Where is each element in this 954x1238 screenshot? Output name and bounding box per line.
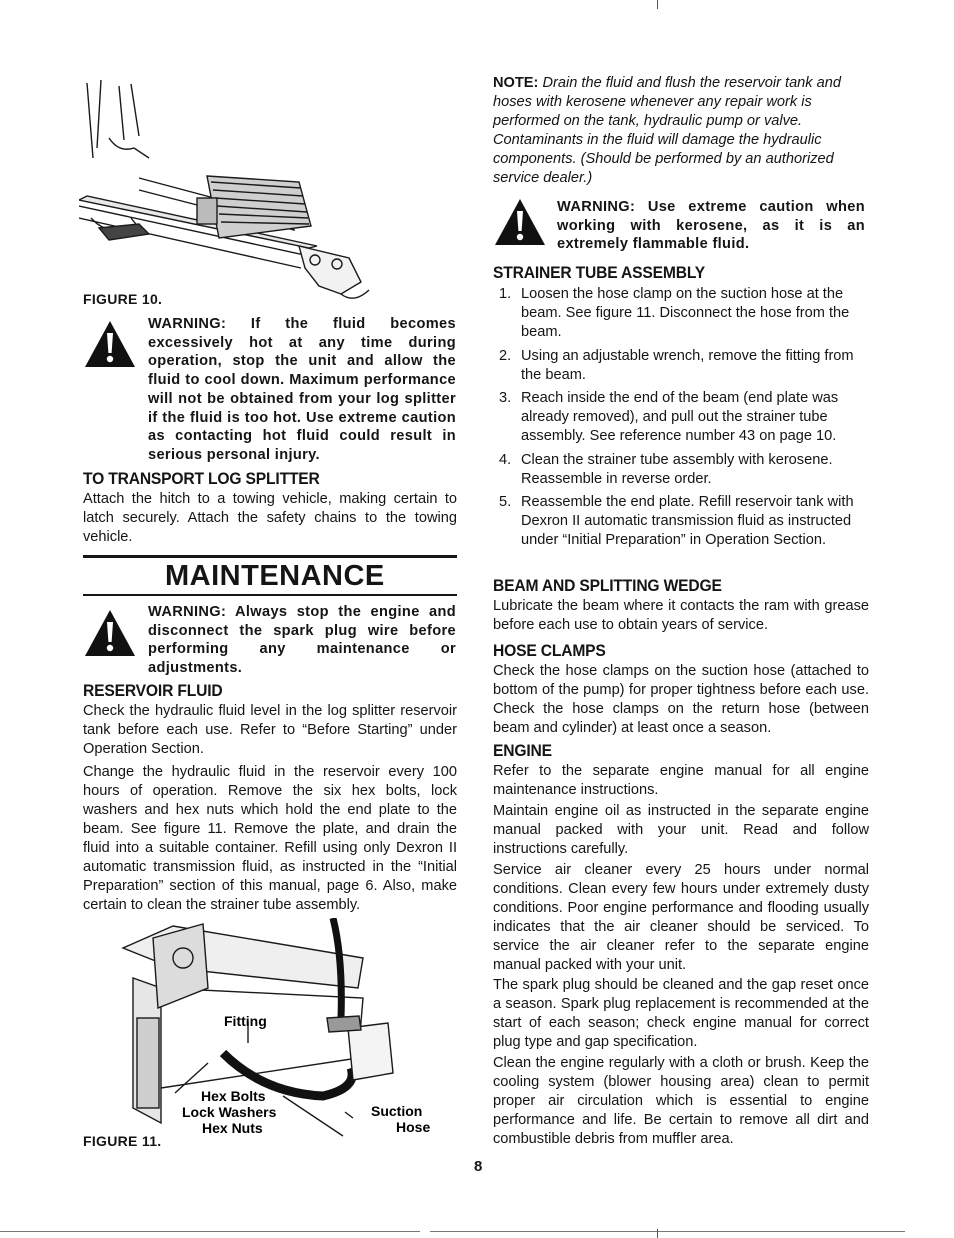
strainer-step: 1. Loosen the hose clamp on the suction hose at the beam. See figure 11. Disconnect the hose from the beam. — [499, 286, 850, 340]
strainer-steps — [493, 285, 869, 555]
crop-mark-bottom — [657, 1229, 658, 1238]
bottom-rule-right — [430, 1231, 905, 1232]
engine-heading: ENGINE — [493, 741, 552, 760]
engine-p5: Clean the engine regularly with a cloth or brush. Keep the cooling system (blower housing area) clean to permit proper air circulation which is essential to engine performance and life. Be certain to remove all dirt and combustible debris from muffler area. — [493, 1055, 869, 1147]
label-lock-washers: Lock Washers — [182, 1104, 277, 1120]
warning-triangle-icon — [83, 608, 137, 658]
strainer-step: 3. Reach inside the end of the beam (end plate was already removed), and pull out the strainer tube assembly. See reference number 43 on page 10. — [499, 390, 839, 445]
figure-10-illustration — [79, 78, 379, 306]
warning-triangle-icon — [83, 319, 137, 369]
reservoir-p1: Check the hydraulic fluid level in the log splitter reservoir tank before each use. Refer to “Before Starting” under Operation Section. — [83, 703, 457, 757]
beam-text: Lubricate the beam where it contacts the ram with grease before each use to obtain years of service. — [493, 598, 869, 633]
warning-hot-fluid-text: WARNING: If the fluid becomes excessively hot at any time during operation, stop the unit and allow the fluid to cool down. Maximum performance will not be obtained from your log splitter if the fluid is too hot. Use extreme caution as contacting hot fluid could result in serious personal injury. — [148, 316, 456, 463]
warning-maintenance-text: WARNING: Always stop the engine and disconnect the spark plug wire before performing any maintenance or adjustments. — [148, 604, 456, 677]
transport-text: Attach the hitch to a towing vehicle, making certain to latch securely. Attach the safety chains to the towing vehicle. — [83, 491, 457, 545]
note-text: Drain the fluid and flush the reservoir tank and hoses with kerosene whenever any repair work is performed on the tank, hydraulic pump or valve. Contaminants in the fluid will damage the hydraulic components. (Should be performed by an authorized service dealer.) — [493, 75, 841, 186]
strainer-step: 4. Clean the strainer tube assembly with kerosene. Reassemble in reverse order. — [499, 451, 833, 487]
maintenance-title: MAINTENANCE — [165, 560, 385, 592]
hose-clamps-heading: HOSE CLAMPS — [493, 641, 606, 660]
transport-heading: TO TRANSPORT LOG SPLITTER — [83, 469, 320, 488]
page-number: 8 — [474, 1158, 483, 1175]
strainer-step: 2. Using an adjustable wrench, remove the fitting from the beam. — [499, 347, 854, 383]
beam-heading: BEAM AND SPLITTING WEDGE — [493, 576, 722, 595]
figure-11-illustration — [113, 918, 458, 1140]
hose-clamps-text: Check the hose clamps on the suction hose (attached to bottom of the pump) for proper tightness before each use. Check the hose clamps on the return hose (between beam and cylinder) at least once a season. — [493, 663, 869, 736]
label-suction: Suction — [371, 1103, 423, 1119]
beam-end-plate-drawing — [113, 918, 458, 1140]
label-hose: Hose — [396, 1119, 431, 1135]
warning-maintenance — [83, 602, 460, 680]
figure-11-caption: FIGURE 11. — [83, 1133, 162, 1149]
crop-mark-top — [657, 0, 658, 9]
strainer-step: 5. Reassemble the end plate. Refill reservoir tank with Dexron II automatic transmission fluid as instructed under “Initial Preparation” in Operation Section. — [499, 494, 854, 549]
engine-p4: The spark plug should be cleaned and the gap reset once a season. Spark plug replacement is recommended at the start of each season; check engine manual for correct plug type and gap specification. — [493, 977, 869, 1050]
engine-p2: Maintain engine oil as instructed in the separate engine manual packed with your unit. Read and follow instructions carefully. — [493, 803, 869, 857]
reservoir-heading: RESERVOIR FLUID — [83, 681, 223, 700]
warning-triangle-icon — [493, 197, 547, 247]
bottom-rule-left — [0, 1231, 420, 1232]
engine-p1: Refer to the separate engine manual for all engine maintenance instructions. — [493, 763, 869, 798]
label-hex-bolts: Hex Bolts — [201, 1088, 266, 1104]
warning-hot-fluid — [83, 313, 460, 468]
log-splitter-hitch-drawing — [79, 78, 379, 306]
warning-kerosene — [493, 195, 871, 257]
maintenance-rule-top — [83, 555, 457, 558]
note-kerosene-flush — [493, 74, 869, 188]
strainer-heading: STRAINER TUBE ASSEMBLY — [493, 263, 706, 282]
figure-10-caption: FIGURE 10. — [83, 291, 163, 307]
note-label: NOTE: — [493, 75, 539, 91]
warning-kerosene-text: WARNING: Use extreme caution when working with kerosene, as it is an extremely flammable fluid. — [557, 199, 865, 253]
reservoir-p2: Change the hydraulic fluid in the reservoir every 100 hours of operation. Remove the six hex bolts, lock washers and hex nuts which hold the end plate to the beam. See figure 11. Remove the plate, and drain the fluid into a suitable container. Refill using only Dexron II automatic transmission fluid, as instructed in the “Initial Preparation” section of this manual, page 6. Also, make certain to clean the strainer tube assembly. — [83, 764, 457, 913]
engine-p3: Service air cleaner every 25 hours under normal conditions. Clean every few hours under extremely dusty conditions. Poor engine performance and flooding usually indicates that the air cleaner should be serviced. To service the air cleaner refer to the separate engine manual packed with your unit. — [493, 862, 869, 973]
label-hex-nuts: Hex Nuts — [202, 1120, 263, 1136]
maintenance-rule-bottom — [83, 594, 457, 596]
label-fitting: Fitting — [224, 1013, 267, 1029]
